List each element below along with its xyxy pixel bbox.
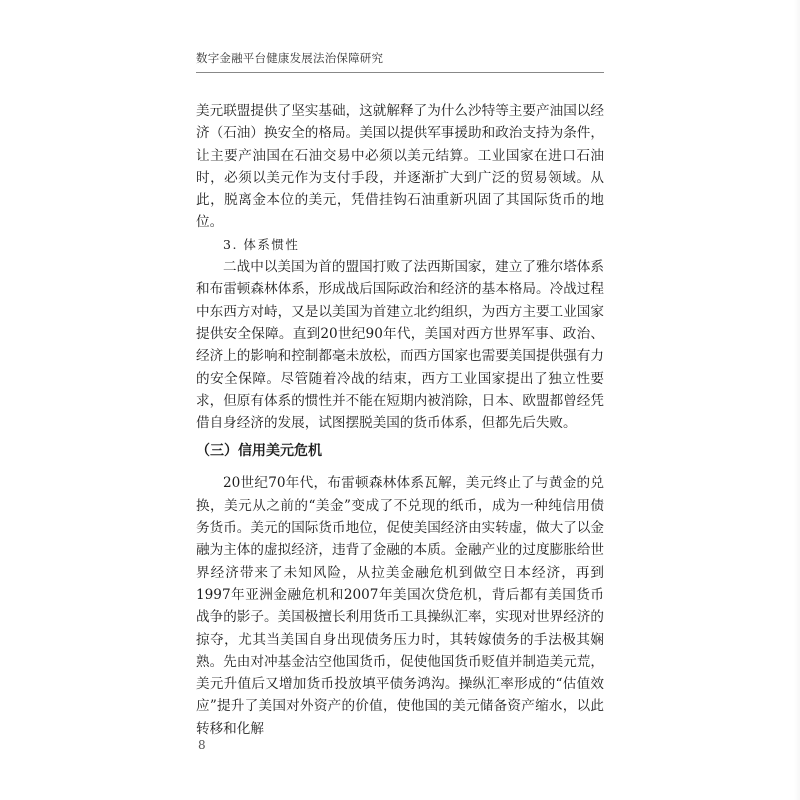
paragraph-system-inertia: 二战中以美国为首的盟国打败了法西斯国家，建立了雅尔塔体系和布雷顿森林体系，形成战后国际政治和经济的基本格局。冷战过程中东西方对峙，又是以美国为首建立北约组织，为西方主要工业国家提供安全保障。直到20世纪90年代，美国对西方世界军事、政治、经济上的影响和控制都毫未放松，而西方国家也需要美国提供强有力的安全保障。尽管随着冷战的结束，西方工业国家提出了独立性要求，但原有体系的惯性并不能在短期内被消除，日本、欧盟都曾经凭借自身经济的发展，试图摆脱美国的货币体系，但都先后失败。 <box>196 259 604 432</box>
page-edge-shadow <box>794 0 800 800</box>
body-text <box>196 100 604 740</box>
paragraph-continued: 美元联盟提供了坚实基础，这就解释了为什么沙特等主要产油国以经济（石油）换安全的格局。美国以提供军事援助和政治支持为条件，让主要产油国在石油交易中必须以美元结算。工业国家在进口石油时，必须以美元作为支付手段，并逐渐扩大到广泛的贸易领域。从此，脱离金本位的美元，凭借挂钩石油重新巩固了其国际货币的地位。 <box>196 103 604 231</box>
page-number: 8 <box>198 738 206 752</box>
section-heading-credit-dollar-crisis: （三）信用美元危机 <box>196 443 322 460</box>
header-rule <box>196 72 604 73</box>
paragraph-credit-dollar-crisis: 20世纪70年代，布雷顿森林体系瓦解，美元终止了与黄金的兑换，美元从之前的“美金”变成了不兑现的纸币，成为一种纯信用债务货币。美元的国际货币地位，促使美国经济由实转虚，做大了以金融为主体的虚拟经济，违背了金融的本质。金融产业的过度膨胀给世界经济带来了未知风险，从拉美金融危机到做空日本经济，再到1997年亚洲金融危机和2007年美国次贷危机，背后都有美国货币战争的影子。美国极擅长利用货币工具操纵汇率，实现对世界经济的掠夺，尤其当美国自身出现债务压力时，其转嫁债务的手法极其娴熟。先由对冲基金沽空他国货币，促使他国货币贬值并制造美元荒，美元升值后又增加货币投放填平债务鸿沟。操纵汇率形成的“估值效应”提升了美国对外资产的价值，使他国的美元储备资产缩水，以此转移和化解 <box>196 475 604 737</box>
running-header: 数字金融平台健康发展法治保障研究 <box>196 51 384 65</box>
subheading-system-inertia: 3. 体系惯性 <box>223 236 300 252</box>
